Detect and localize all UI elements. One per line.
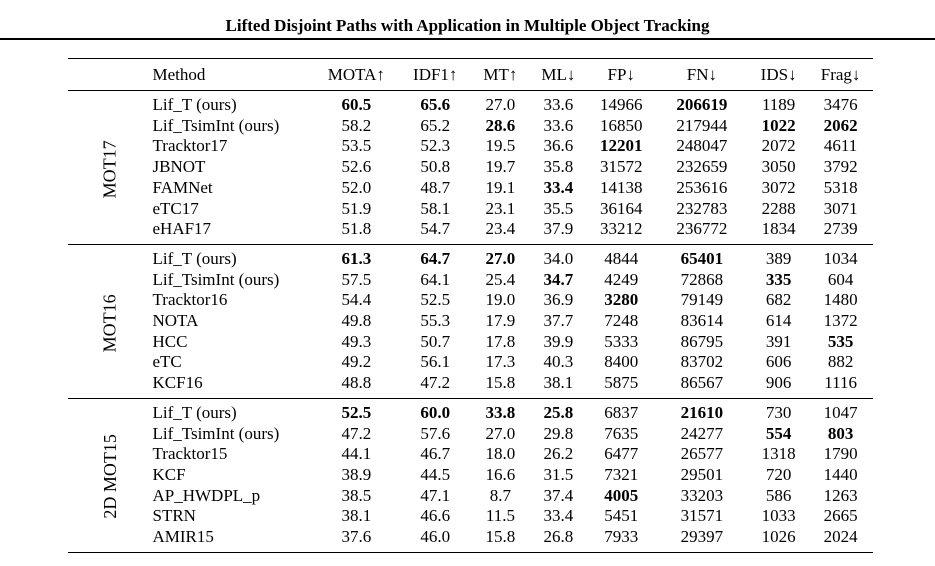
table-row (68, 116, 873, 137)
fp-value: 5333 (604, 331, 639, 351)
benchmark-label: 2D MOT15 (99, 434, 120, 520)
method-name: AP_HWDPL_p (152, 485, 261, 505)
mota-value: 57.5 (341, 269, 372, 289)
fp-value: 4005 (604, 485, 639, 505)
results-table (68, 58, 873, 553)
mota-value: 52.6 (341, 157, 372, 177)
mt-value: 27.0 (485, 95, 516, 114)
idf1-value: 44.5 (420, 464, 451, 484)
ids-value: 1033 (761, 506, 796, 526)
frag-value: 1034 (823, 248, 858, 268)
fn-value: 65401 (680, 248, 724, 268)
benchmark-cell (68, 398, 153, 552)
ids-value: 614 (765, 311, 792, 331)
table-row (68, 178, 873, 199)
table-row (68, 157, 873, 178)
frag-value: 882 (827, 352, 854, 372)
fp-value: 8400 (604, 352, 639, 372)
fn-value: 29397 (680, 527, 724, 547)
fn-value: 217944 (676, 115, 728, 135)
idf1-value: 65.2 (420, 115, 451, 135)
ml-value: 37.4 (543, 485, 574, 505)
ids-value: 1189 (761, 95, 796, 114)
fn-value: 26577 (680, 444, 724, 464)
ids-value: 1318 (761, 444, 796, 464)
frag-value: 803 (827, 423, 854, 443)
table-row (68, 91, 873, 116)
method-name: Lif_TsimInt (ours) (152, 115, 280, 135)
mota-value: 60.5 (341, 95, 372, 114)
method-name: Tracktor15 (152, 444, 228, 464)
fn-value: 248047 (676, 136, 728, 156)
ids-value: 2288 (761, 198, 796, 218)
column-header-fp: FP↓ (607, 65, 635, 84)
fn-value: 236772 (676, 219, 728, 239)
frag-value: 535 (827, 331, 854, 351)
ml-value: 34.7 (543, 269, 574, 289)
idf1-value: 57.6 (420, 423, 451, 443)
mt-value: 33.8 (485, 402, 516, 422)
ids-value: 335 (765, 269, 792, 289)
frag-value: 1372 (823, 311, 858, 331)
frag-value: 1790 (823, 444, 858, 464)
fp-value: 36164 (599, 198, 643, 218)
mt-value: 19.0 (485, 290, 516, 310)
frag-value: 1480 (823, 290, 858, 310)
column-header-mt: MT↑ (483, 65, 518, 84)
paper-running-title: Lifted Disjoint Paths with Application in Multiple Object Tracking (225, 16, 710, 35)
mota-value: 38.1 (341, 506, 372, 526)
fp-value: 6477 (604, 444, 639, 464)
ids-value: 1026 (761, 527, 796, 547)
table-row (68, 332, 873, 353)
header-rule (0, 38, 935, 40)
ml-value: 39.9 (543, 331, 574, 351)
idf1-value: 56.1 (420, 352, 451, 372)
mt-value: 8.7 (489, 485, 512, 505)
idf1-value: 64.1 (420, 269, 451, 289)
fp-value: 14966 (599, 95, 643, 114)
table-row (68, 199, 873, 220)
ids-value: 2072 (761, 136, 796, 156)
frag-value: 3071 (823, 198, 858, 218)
idf1-value: 52.3 (420, 136, 451, 156)
ids-value: 3050 (761, 157, 796, 177)
fp-value: 4249 (604, 269, 639, 289)
fp-value: 6837 (604, 402, 639, 422)
fn-value: 83702 (680, 352, 724, 372)
mt-value: 23.4 (485, 219, 516, 239)
idf1-value: 52.5 (420, 290, 451, 310)
ids-value: 1022 (761, 115, 796, 135)
ml-value: 38.1 (543, 373, 574, 393)
mota-value: 51.8 (341, 219, 372, 239)
ids-value: 586 (765, 485, 792, 505)
method-name: HCC (152, 331, 188, 351)
fp-value: 14138 (599, 177, 643, 197)
ml-value: 37.7 (543, 311, 574, 331)
frag-value: 4611 (823, 136, 858, 156)
fn-value: 86795 (680, 331, 724, 351)
ml-value: 29.8 (543, 423, 574, 443)
ml-value: 33.4 (543, 177, 574, 197)
fp-value: 31572 (599, 157, 643, 177)
fn-value: 232659 (676, 157, 728, 177)
table-row (68, 244, 873, 269)
mota-value: 47.2 (341, 423, 372, 443)
frag-value: 3792 (823, 157, 858, 177)
column-header-fn: FN↓ (686, 65, 717, 84)
fp-value: 3280 (604, 290, 639, 310)
ml-value: 31.5 (543, 464, 574, 484)
mota-value: 61.3 (341, 248, 372, 268)
ids-value: 1834 (761, 219, 796, 239)
ml-value: 35.8 (543, 157, 574, 177)
mt-value: 17.9 (485, 311, 516, 331)
mota-value: 37.6 (341, 527, 372, 547)
fn-value: 86567 (680, 373, 724, 393)
mt-value: 16.6 (485, 464, 516, 484)
mt-value: 27.0 (485, 423, 516, 443)
benchmark-header (68, 59, 153, 91)
idf1-value: 60.0 (420, 402, 451, 422)
method-name: Tracktor17 (152, 136, 228, 156)
fn-value: 83614 (680, 311, 724, 331)
table-header-row (68, 59, 873, 91)
idf1-value: 46.7 (420, 444, 451, 464)
fn-value: 21610 (680, 402, 724, 422)
fp-value: 7321 (604, 464, 639, 484)
method-name: FAMNet (152, 177, 213, 197)
ids-value: 3072 (761, 177, 796, 197)
method-name: Lif_T (ours) (152, 248, 237, 268)
mota-value: 49.2 (341, 352, 372, 372)
idf1-value: 47.2 (420, 373, 451, 393)
mota-value: 44.1 (341, 444, 372, 464)
mota-value: 53.5 (341, 136, 372, 156)
idf1-value: 50.7 (420, 331, 451, 351)
mota-value: 38.5 (341, 485, 372, 505)
mt-value: 28.6 (485, 115, 516, 135)
frag-value: 5318 (823, 177, 858, 197)
mota-value: 48.8 (341, 373, 372, 393)
ids-value: 720 (765, 464, 792, 484)
column-header-ml: ML↓ (541, 65, 576, 84)
mt-value: 15.8 (485, 373, 516, 393)
mt-value: 11.5 (485, 506, 515, 526)
ids-value: 389 (765, 248, 792, 268)
fp-value: 5875 (604, 373, 639, 393)
table-row (68, 352, 873, 373)
fn-value: 253616 (676, 177, 728, 197)
ml-value: 26.2 (543, 444, 574, 464)
column-header-method: Method (152, 65, 206, 84)
method-name: STRN (152, 506, 196, 526)
table-row (68, 465, 873, 486)
ml-value: 35.5 (543, 198, 574, 218)
frag-value: 2024 (823, 527, 858, 547)
fp-value: 7248 (604, 311, 639, 331)
mota-value: 38.9 (341, 464, 372, 484)
table-row (68, 527, 873, 552)
idf1-value: 58.1 (420, 198, 451, 218)
ml-value: 33.6 (543, 115, 574, 135)
frag-value: 2739 (823, 219, 858, 239)
mota-value: 58.2 (341, 115, 372, 135)
mota-value: 49.3 (341, 331, 372, 351)
fn-value: 31571 (680, 506, 724, 526)
ids-value: 730 (765, 402, 792, 422)
ml-value: 33.6 (543, 95, 574, 114)
ids-value: 682 (765, 290, 792, 310)
ids-value: 906 (765, 373, 792, 393)
table-row (68, 311, 873, 332)
method-name: KCF (152, 464, 186, 484)
ml-value: 36.6 (543, 136, 574, 156)
ml-value: 36.9 (543, 290, 574, 310)
ids-value: 391 (765, 331, 792, 351)
fp-value: 33212 (599, 219, 643, 239)
fn-value: 24277 (680, 423, 724, 443)
fp-value: 7635 (604, 423, 639, 443)
idf1-value: 54.7 (420, 219, 451, 239)
fn-value: 29501 (680, 464, 724, 484)
fp-value: 5451 (604, 506, 639, 526)
column-header-idf1: IDF1↑ (413, 65, 458, 84)
fp-value: 4844 (604, 248, 639, 268)
frag-value: 1047 (823, 402, 858, 422)
method-name: Lif_T (ours) (152, 402, 237, 422)
ml-value: 34.0 (543, 248, 574, 268)
method-name: KCF16 (152, 373, 203, 393)
method-name: eTC (152, 352, 182, 372)
mt-value: 19.5 (485, 136, 516, 156)
mt-value: 18.0 (485, 444, 516, 464)
frag-value: 3476 (823, 95, 858, 114)
method-name: Lif_TsimInt (ours) (152, 269, 280, 289)
column-header-ids: IDS↓ (760, 65, 797, 84)
fp-value: 12201 (599, 136, 643, 156)
method-name: Tracktor16 (152, 290, 228, 310)
benchmark-cell (68, 91, 153, 245)
idf1-value: 50.8 (420, 157, 451, 177)
ml-value: 25.8 (543, 402, 574, 422)
ids-value: 606 (765, 352, 792, 372)
mota-value: 51.9 (341, 198, 372, 218)
mt-value: 27.0 (485, 248, 516, 268)
mota-value: 52.0 (341, 177, 372, 197)
table-row (68, 486, 873, 507)
table-row (68, 270, 873, 291)
ml-value: 37.9 (543, 219, 574, 239)
frag-value: 1263 (823, 485, 858, 505)
fn-value: 232783 (676, 198, 728, 218)
column-header-mota: MOTA↑ (327, 65, 385, 84)
idf1-value: 64.7 (420, 248, 451, 268)
table-row (68, 136, 873, 157)
frag-value: 1440 (823, 464, 858, 484)
table-row (68, 444, 873, 465)
table-row (68, 373, 873, 398)
mota-value: 54.4 (341, 290, 372, 310)
mt-value: 15.8 (485, 527, 516, 547)
column-header-frag: Frag↓ (820, 65, 861, 84)
frag-value: 2665 (823, 506, 858, 526)
mt-value: 17.8 (485, 331, 516, 351)
fp-value: 16850 (599, 115, 643, 135)
idf1-value: 47.1 (420, 485, 451, 505)
fp-value: 7933 (604, 527, 639, 547)
method-name: Lif_TsimInt (ours) (152, 423, 280, 443)
idf1-value: 46.0 (420, 527, 451, 547)
idf1-value: 46.6 (420, 506, 451, 526)
idf1-value: 65.6 (420, 95, 451, 114)
ids-value: 554 (765, 423, 792, 443)
table-row (68, 219, 873, 244)
table-row (68, 424, 873, 445)
method-name: JBNOT (152, 157, 206, 177)
fn-value: 79149 (680, 290, 724, 310)
frag-value: 604 (827, 269, 854, 289)
benchmark-cell (68, 244, 153, 398)
method-name: AMIR15 (152, 527, 214, 547)
mt-value: 19.7 (485, 157, 516, 177)
method-name: Lif_T (ours) (152, 95, 237, 114)
ml-value: 26.8 (543, 527, 574, 547)
mt-value: 17.3 (485, 352, 516, 372)
fn-value: 206619 (676, 95, 728, 114)
method-name: eTC17 (152, 198, 199, 218)
mota-value: 49.8 (341, 311, 372, 331)
benchmark-label: MOT17 (99, 139, 120, 198)
table-row (68, 506, 873, 527)
method-name: eHAF17 (152, 219, 212, 239)
mota-value: 52.5 (341, 402, 372, 422)
ml-value: 33.4 (543, 506, 574, 526)
mt-value: 19.1 (485, 177, 516, 197)
ml-value: 40.3 (543, 352, 574, 372)
mt-value: 25.4 (485, 269, 516, 289)
method-name: NOTA (152, 311, 199, 331)
mt-value: 23.1 (485, 198, 516, 218)
idf1-value: 55.3 (420, 311, 451, 331)
fn-value: 72868 (680, 269, 724, 289)
frag-value: 2062 (823, 115, 858, 135)
benchmark-label: MOT16 (99, 293, 120, 352)
idf1-value: 48.7 (420, 177, 451, 197)
frag-value: 1116 (824, 373, 857, 393)
table-row (68, 398, 873, 423)
table-row (68, 290, 873, 311)
fn-value: 33203 (680, 485, 724, 505)
